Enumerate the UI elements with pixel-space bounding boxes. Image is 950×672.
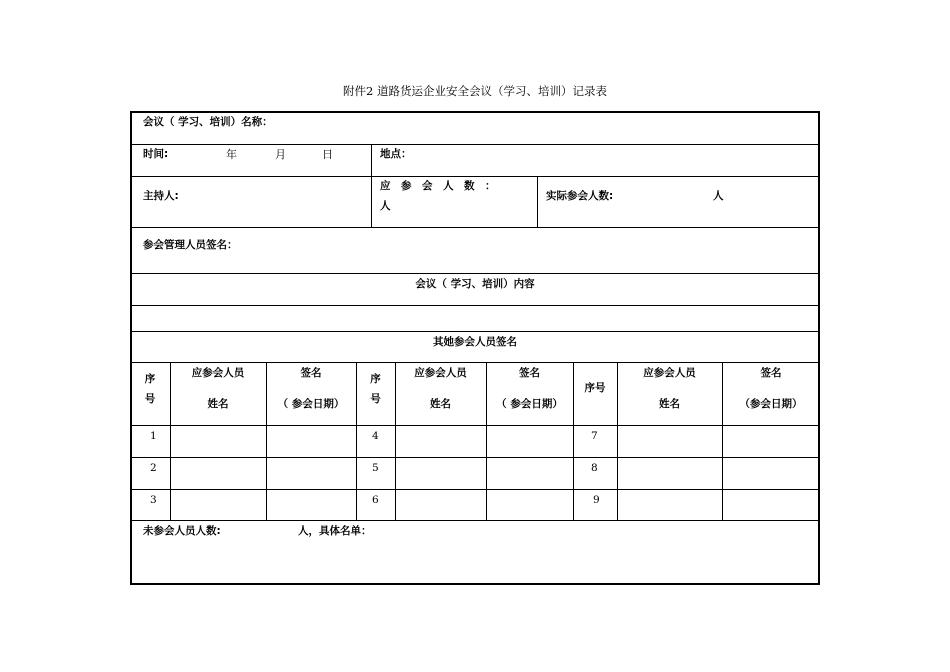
seq-header-inline: 序号 bbox=[584, 382, 606, 394]
seq-header-char-1: 序 bbox=[144, 373, 156, 385]
absent-list-label: 人，具体名单： bbox=[298, 525, 372, 537]
row-divider bbox=[130, 489, 820, 490]
sign-header-line-1: 签名 bbox=[760, 367, 782, 379]
day-label: 日 bbox=[322, 148, 333, 161]
seq-header-char-2: 号 bbox=[370, 393, 381, 405]
actual-attendees-label: 实际参会人数: bbox=[546, 190, 614, 202]
month-label: 月 bbox=[275, 148, 286, 161]
name-header-line-2: 姓名 bbox=[659, 398, 680, 410]
sign-header-line-2: （参会日期） bbox=[739, 398, 803, 410]
row-number: 3 bbox=[150, 494, 157, 506]
column-divider bbox=[395, 362, 396, 520]
row-number: 6 bbox=[372, 494, 379, 506]
content-header: 会议（ 学习、培训）内容 bbox=[415, 278, 535, 290]
row-divider bbox=[130, 457, 820, 458]
expected-attendees-label: 应 参 会 人 数 ： bbox=[380, 180, 496, 192]
host-label: 主持人: bbox=[143, 190, 179, 202]
row-divider bbox=[130, 305, 820, 306]
name-header-line-1: 应参会人员 bbox=[414, 367, 467, 379]
column-divider bbox=[266, 362, 267, 520]
row-number: 7 bbox=[591, 430, 598, 442]
row-number: 4 bbox=[372, 430, 379, 442]
expected-attendees-unit: 人 bbox=[380, 200, 391, 212]
name-header-line-1: 应参会人员 bbox=[643, 367, 696, 379]
absent-count-label: 未参会人员人数: bbox=[143, 525, 221, 537]
column-divider bbox=[722, 362, 723, 520]
row-divider bbox=[130, 362, 820, 363]
row-divider bbox=[130, 331, 820, 332]
row-divider bbox=[130, 227, 820, 228]
name-header-line-2: 姓名 bbox=[207, 398, 229, 410]
row-number: 1 bbox=[150, 430, 157, 442]
sign-header-line-1: 签名 bbox=[300, 367, 322, 379]
actual-attendees-unit: 人 bbox=[713, 190, 724, 202]
row-number: 2 bbox=[150, 462, 157, 474]
row-number: 9 bbox=[593, 494, 600, 506]
document-title: 附件2 道路货运企业安全会议（学习、培训）记录表 bbox=[343, 84, 607, 98]
others-signature-header: 其她参会人员签名 bbox=[433, 336, 517, 348]
column-divider bbox=[537, 176, 538, 227]
column-divider bbox=[617, 362, 618, 520]
row-divider bbox=[130, 144, 820, 145]
column-divider bbox=[486, 362, 487, 520]
manager-signature-label: 参会管理人员签名： bbox=[143, 239, 238, 251]
column-divider bbox=[170, 362, 171, 520]
location-label: 地点： bbox=[380, 148, 412, 160]
row-number: 5 bbox=[372, 462, 379, 474]
name-header-line-1: 应参会人员 bbox=[191, 367, 245, 379]
row-number: 8 bbox=[591, 462, 598, 474]
time-label: 时间: bbox=[143, 148, 169, 160]
name-header-line-2: 姓名 bbox=[430, 398, 451, 410]
row-divider bbox=[130, 520, 820, 521]
seq-header-char-2: 号 bbox=[144, 393, 156, 405]
year-label: 年 bbox=[226, 148, 237, 161]
seq-header-char-1: 序 bbox=[370, 373, 381, 385]
sign-header-line-1: 签名 bbox=[519, 367, 540, 379]
row-divider bbox=[130, 425, 820, 426]
meeting-name-label: 会议（ 学习、培训）名称： bbox=[143, 116, 273, 128]
column-divider bbox=[371, 144, 372, 227]
row-divider bbox=[130, 176, 820, 177]
sign-header-line-2: （ 参会日期） bbox=[277, 398, 345, 410]
sign-header-line-2: （ 参会日期） bbox=[496, 398, 563, 410]
row-divider bbox=[130, 273, 820, 274]
